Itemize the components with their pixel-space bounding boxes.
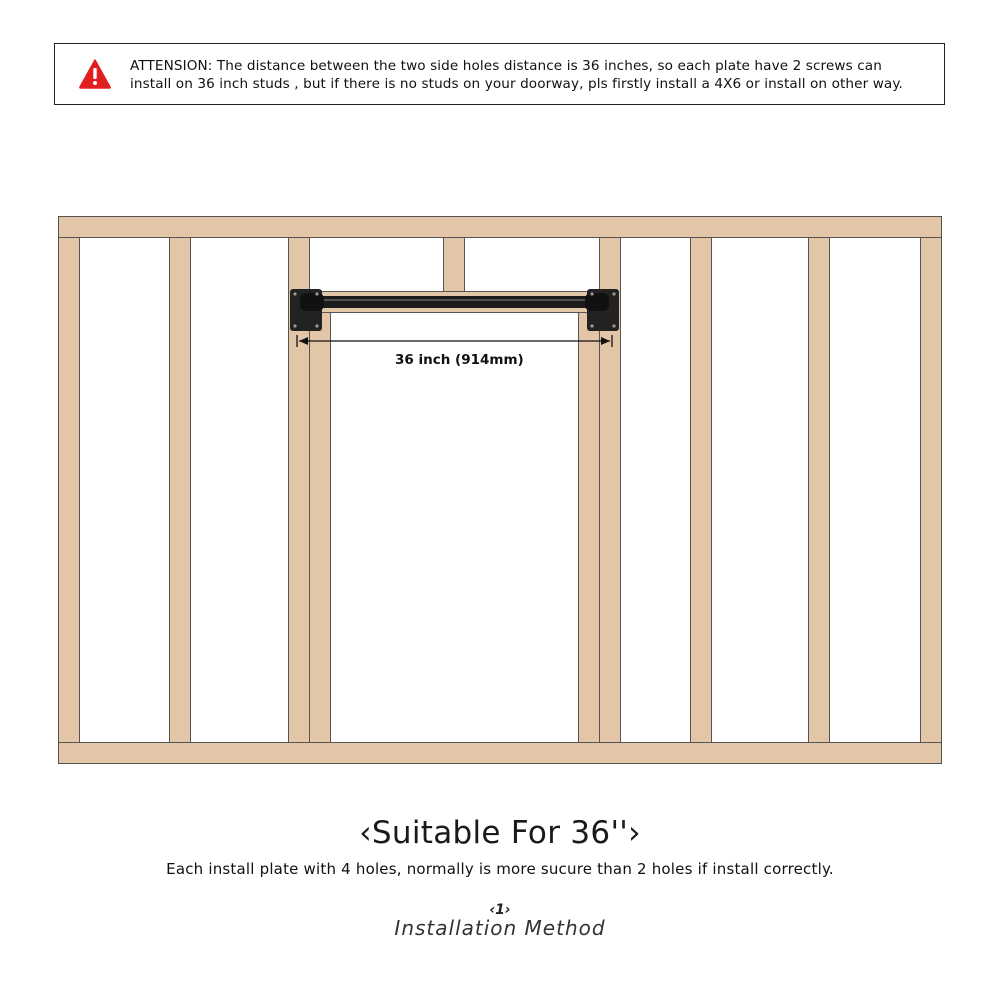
step-label: Installation Method (394, 916, 606, 940)
bar-tube (304, 296, 595, 308)
stud-right-jack (579, 313, 600, 743)
page-title: ‹Suitable For 36''› (359, 815, 641, 851)
top-plate (59, 217, 942, 238)
stud-8 (921, 238, 942, 743)
left-mount-plate (290, 289, 324, 331)
attention-line-2: install on 36 inch studs , but if there is no studs on your doorway, pls firstly install a 4X6 or install on other way. (130, 76, 903, 92)
right-mount-plate (585, 289, 619, 331)
bottom-plate (59, 743, 942, 764)
attention-line-1: ATTENSION: The distance between the two side holes distance is 36 inches, so each plate have 2 screws can (130, 58, 882, 74)
step-number: ‹1› (489, 902, 511, 918)
stud-6 (691, 238, 712, 743)
stud-7 (809, 238, 830, 743)
cripple-stud (444, 238, 465, 292)
stud-2 (170, 238, 191, 743)
dimension-label: 36 inch (914mm) (395, 352, 524, 368)
stud-left-jack (310, 313, 331, 743)
dimension-line (297, 335, 612, 347)
page-subtitle: Each install plate with 4 holes, normally is more sucure than 2 holes if install correctly. (166, 860, 834, 878)
stud-1 (59, 238, 80, 743)
